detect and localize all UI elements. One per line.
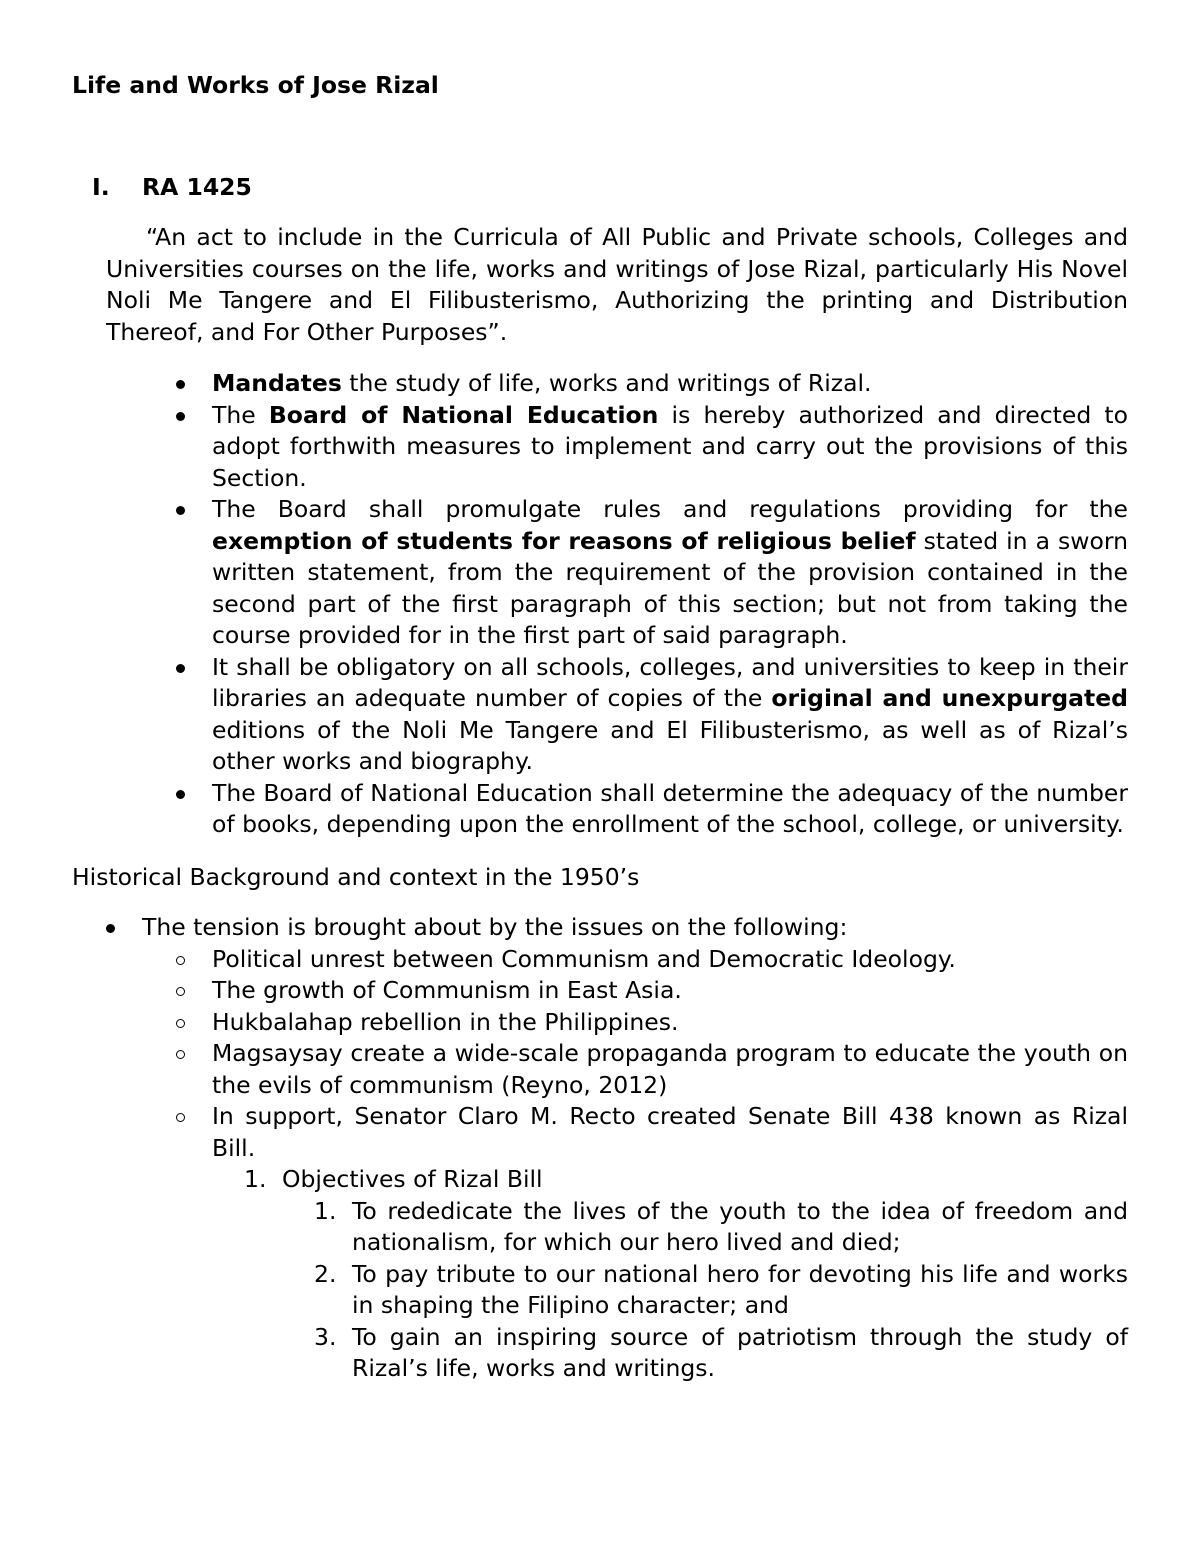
objective-items (282, 1196, 1128, 1385)
item-text: The Board of National Education shall determine the adequacy of the number of books, depending upon the enrollment of the school, college, or university. (212, 778, 1128, 838)
section-number: I. (92, 173, 110, 201)
item-number: 2. (314, 1259, 337, 1288)
list-item (212, 778, 1128, 841)
item-text: The (212, 400, 269, 429)
act-title-quote: “An act to include in the Curricula of All Public and Private schools, Colleges and Universities courses on the life, works and writings of Jose Rizal, particularly His Novel Noli Me Tangere and El Filibusterismo, Authorizing the printing and Distribution Thereof, and For Other Purposes”. (106, 223, 1128, 346)
bold-term: Mandates (212, 369, 342, 397)
bold-term: Board of National Education (268, 400, 659, 429)
item-text: To pay tribute to our national hero for devoting his life and works in shaping the Filipino character; and (352, 1259, 1128, 1319)
item-text: Hukbalahap rebellion in the Philippines. (212, 1007, 679, 1036)
item-text: The Board shall promulgate rules and regulations providing for the (212, 495, 1128, 523)
bold-term: original and unexpurgated (771, 684, 1128, 712)
item-text: is hereby authorized and directed to adopt forthwith measures to implement and carry out the provisions of this Section. (212, 400, 1128, 492)
document-title: Life and Works of Jose Rizal (72, 71, 439, 99)
issues-list (142, 944, 1128, 1385)
objectives-list (212, 1164, 1128, 1385)
list-item (142, 912, 1128, 1385)
objectives-label: Objectives of Rizal Bill (282, 1165, 543, 1193)
item-text: Political unrest between Communism and Democratic Ideology. (212, 944, 956, 973)
history-heading: Historical Background and context in the 1950’s (72, 863, 640, 891)
list-item (212, 1007, 1128, 1039)
item-text: To gain an inspiring source of patriotism through the study of Rizal’s life, works and writings. (352, 1322, 1128, 1382)
item-text: stated in a sworn written statement, from the requirement of the provision contained in the second part of the first paragraph of this section; but not from taking the course provided for in the first part of said paragraph. (212, 526, 1129, 649)
item-text: In support, Senator Claro M. Recto created Senate Bill 438 known as Rizal Bill. (212, 1102, 1128, 1162)
item-text: editions of the Noli Me Tangere and El Filibusterismo, as well as of Rizal’s other works and biography. (212, 715, 1128, 775)
list-item (212, 1038, 1128, 1101)
list-item (212, 975, 1128, 1007)
section-heading (92, 172, 252, 204)
list-item (212, 368, 1128, 400)
list-item (212, 400, 1128, 495)
list-item (314, 1196, 1128, 1259)
list-item (244, 1164, 1128, 1385)
item-number: 1. (244, 1165, 267, 1193)
list-item (212, 944, 1128, 976)
list-item (212, 652, 1128, 778)
section-title: RA 1425 (142, 173, 252, 201)
history-list (142, 912, 1128, 1385)
list-item (314, 1259, 1128, 1322)
list-item (212, 1101, 1128, 1385)
item-number: 3. (314, 1322, 337, 1351)
item-text: The growth of Communism in East Asia. (212, 976, 682, 1004)
provisions-list (212, 368, 1128, 841)
item-text: Magsaysay create a wide-scale propaganda program to educate the youth on the evils of communism (Reyno, 2012) (212, 1039, 1128, 1099)
item-text: The tension is brought about by the issues on the following: (142, 913, 848, 941)
list-item (314, 1322, 1128, 1385)
item-text: It shall be obligatory on all schools, colleges, and universities to keep in their libraries an adequate number of copies of the (212, 652, 1128, 712)
list-item (212, 494, 1128, 652)
item-text: To rededicate the lives of the youth to the idea of freedom and nationalism, for which our hero lived and died; (352, 1196, 1128, 1256)
item-text: the study of life, works and writings of Rizal. (341, 369, 872, 397)
item-number: 1. (314, 1196, 337, 1225)
bold-term: exemption of students for reasons of religious belief (212, 526, 916, 555)
